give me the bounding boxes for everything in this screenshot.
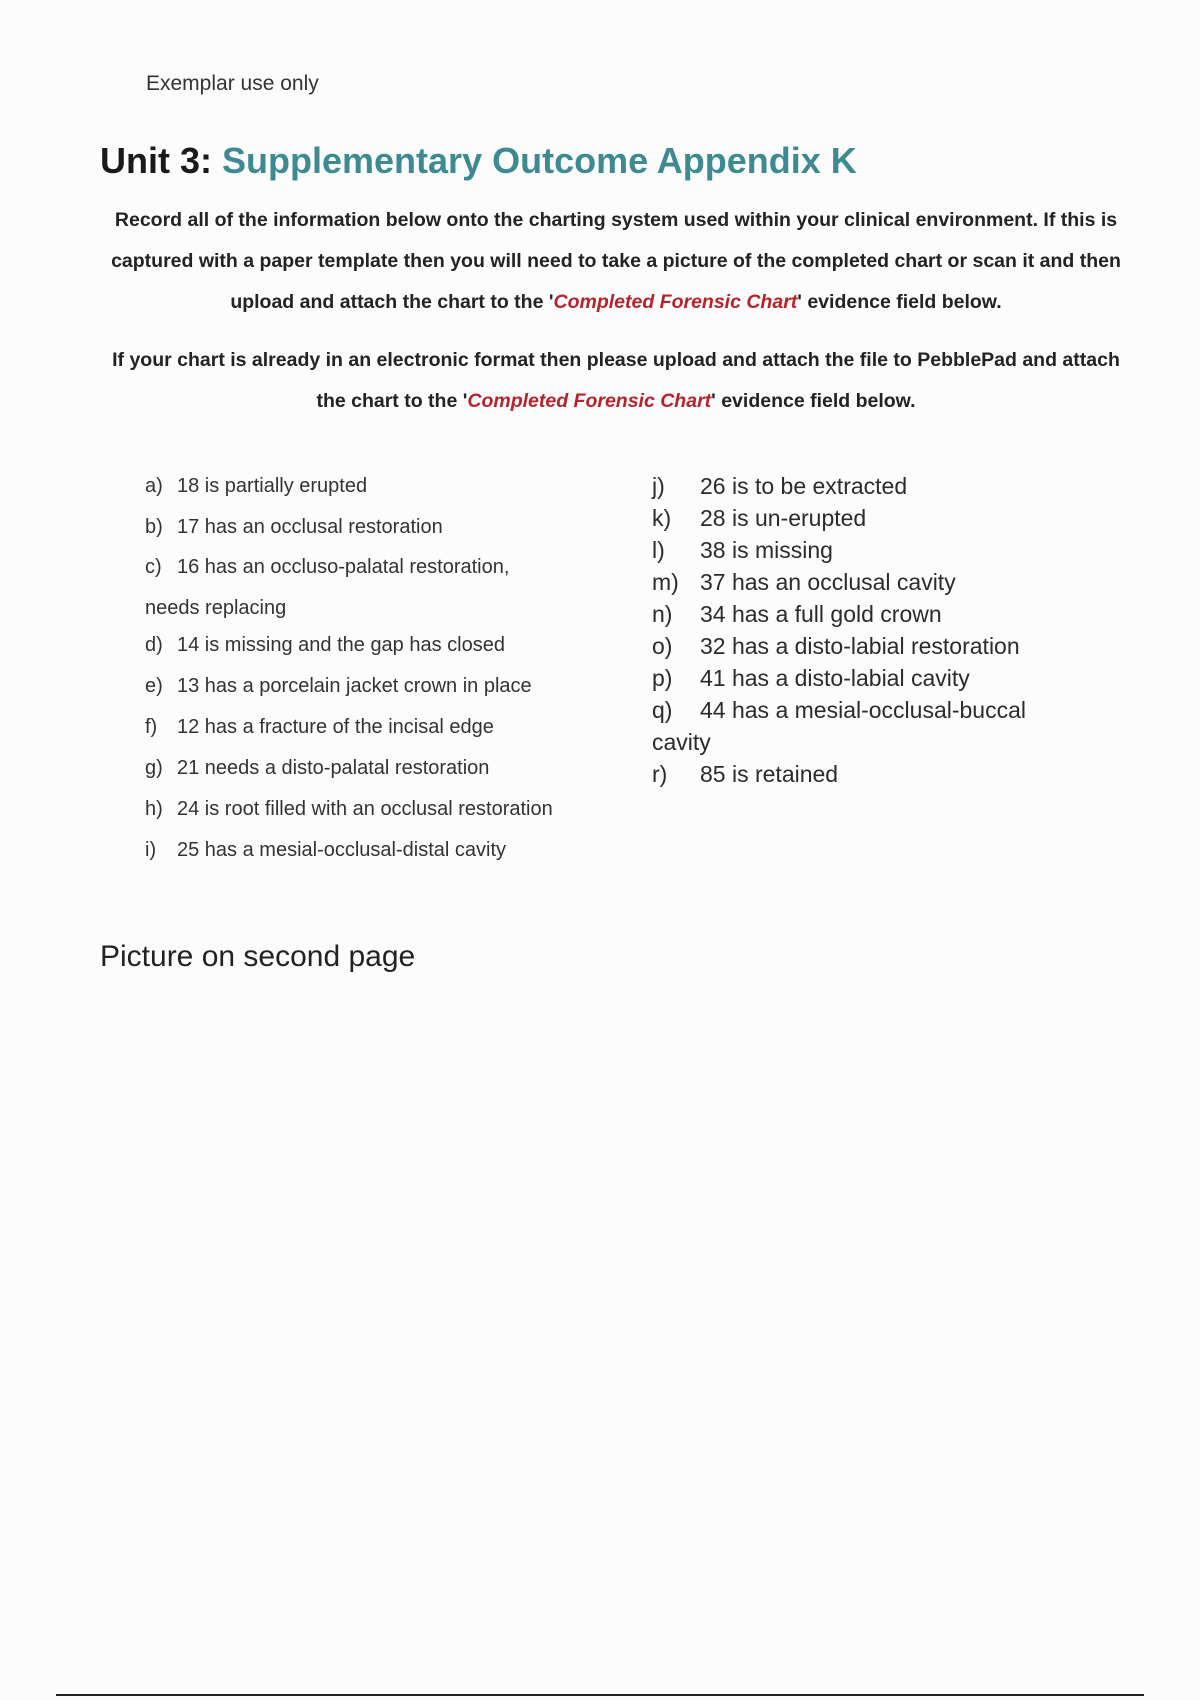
item-text: 21 needs a disto-palatal restoration xyxy=(177,757,490,779)
left-checklist xyxy=(145,470,615,875)
list-item xyxy=(652,758,1082,790)
item-label: r) xyxy=(652,761,668,787)
item-text: 25 has a mesial-occlusal-distal cavity xyxy=(177,839,507,861)
instructions-text: ' evidence field below. xyxy=(711,390,916,412)
item-label: m) xyxy=(652,569,679,595)
item-label: k) xyxy=(652,505,672,531)
completed-forensic-chart-ref: Completed Forensic Chart xyxy=(553,291,798,313)
instructions-paragraph-2 xyxy=(96,340,1136,422)
completed-forensic-chart-ref: Completed Forensic Chart xyxy=(467,390,712,412)
list-item xyxy=(145,629,615,670)
instructions-text: Record all of the information below onto the charting system used within your clinical environment. If this is captured with a paper template then you will need to take a picture of the completed chart or scan it and then upload and attach the chart to the ' xyxy=(111,209,1121,313)
item-label: c) xyxy=(145,556,162,578)
list-item xyxy=(652,630,1082,662)
item-text: 14 is missing and the gap has closed xyxy=(177,634,505,656)
item-label: g) xyxy=(145,757,163,779)
list-item xyxy=(145,511,615,552)
list-item xyxy=(145,793,615,834)
item-label: i) xyxy=(145,839,157,861)
item-label: j) xyxy=(652,473,665,499)
item-text: 28 is un-erupted xyxy=(700,505,867,531)
item-label: d) xyxy=(145,634,163,656)
item-label: o) xyxy=(652,633,673,659)
item-text: 38 is missing xyxy=(700,537,833,563)
list-item xyxy=(145,834,615,875)
list-item xyxy=(652,502,1082,534)
list-item xyxy=(652,598,1082,630)
item-text: 85 is retained xyxy=(700,761,839,787)
item-text: 13 has a porcelain jacket crown in place xyxy=(177,675,532,697)
exemplar-watermark: Exemplar use only xyxy=(146,72,319,95)
item-label: p) xyxy=(652,665,673,691)
title-main: Supplementary Outcome Appendix K xyxy=(222,140,857,181)
list-item xyxy=(652,694,1082,758)
item-text: 17 has an occlusal restoration xyxy=(177,516,443,538)
item-text: 12 has a fracture of the incisal edge xyxy=(177,716,494,738)
list-item xyxy=(652,534,1082,566)
item-text: 37 has an occlusal cavity xyxy=(700,569,956,595)
item-label: n) xyxy=(652,601,673,627)
list-item xyxy=(145,752,615,793)
item-text: 41 has a disto-labial cavity xyxy=(700,665,970,691)
list-item xyxy=(652,662,1082,694)
item-label: l) xyxy=(652,537,665,563)
list-item xyxy=(652,566,1082,598)
instructions-paragraph-1 xyxy=(96,200,1136,323)
list-item xyxy=(145,470,615,511)
picture-note: Picture on second page xyxy=(100,940,416,973)
instructions-text: ' evidence field below. xyxy=(797,291,1002,313)
list-item xyxy=(145,547,615,629)
item-text: 32 has a disto-labial restoration xyxy=(700,633,1020,659)
page-bottom-rule xyxy=(56,1694,1144,1696)
page-title xyxy=(100,140,857,182)
list-item xyxy=(652,470,1082,502)
item-label: e) xyxy=(145,675,163,697)
item-text: 44 has a mesial-occlusal-buccal cavity xyxy=(652,697,1026,755)
item-text: 18 is partially erupted xyxy=(177,475,368,497)
item-label: f) xyxy=(145,716,158,738)
instructions-text: If your chart is already in an electronic format then please upload and attach the file to PebblePad and attach the chart to the ' xyxy=(112,349,1120,412)
right-checklist xyxy=(652,470,1082,790)
item-label: h) xyxy=(145,798,163,820)
item-text: 16 has an occluso-palatal restoration, needs replacing xyxy=(145,556,510,619)
item-text: 34 has a full gold crown xyxy=(700,601,942,627)
list-item xyxy=(145,711,615,752)
item-text: 24 is root filled with an occlusal restoration xyxy=(177,798,553,820)
list-item xyxy=(145,670,615,711)
item-label: b) xyxy=(145,516,163,538)
item-label: q) xyxy=(652,697,673,723)
item-text: 26 is to be extracted xyxy=(700,473,908,499)
title-prefix: Unit 3: xyxy=(100,140,212,181)
item-label: a) xyxy=(145,475,163,497)
